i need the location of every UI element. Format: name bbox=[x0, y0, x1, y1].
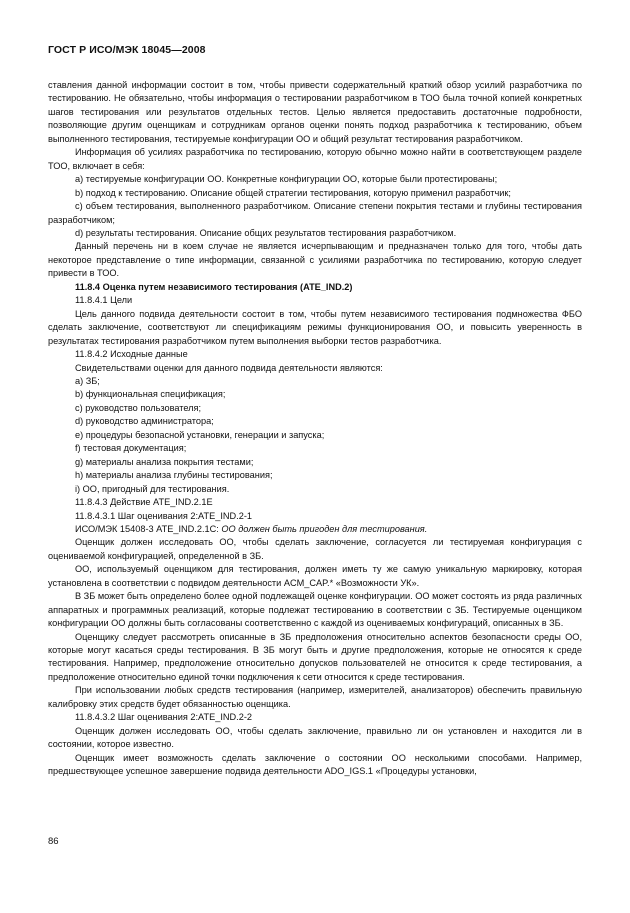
list-item: e) процедуры безопасной установки, генерации и запуска; bbox=[75, 429, 325, 440]
list-item-b: b) подход к тестированию. Описание общей стратегии тестирования, которую применил разработчик; bbox=[75, 187, 511, 198]
list-item-c: c) объем тестирования, выполненного разработчиком. Описание степени покрытия тестами и глубины тестирования разработчиком; bbox=[48, 201, 582, 225]
paragraph: В ЗБ может быть определено более одной подлежащей оценке конфигурации. ОО может состоять из ряда различных аппаратных и программных реализаций, которые подлежат тестированию в соответствии с ЗБ. Тестируемые оценщиком конфигурации ОО должны быть согласованы соответственно с каждой из оцениваемых конфигураций, описанных в ЗБ. bbox=[48, 591, 582, 629]
list-item: g) материалы анализа покрытия тестами; bbox=[75, 456, 254, 467]
list-item: i) ОО, пригодный для тестирования. bbox=[75, 483, 230, 494]
list-item: h) материалы анализа глубины тестирования; bbox=[75, 470, 273, 481]
list-item: a) ЗБ; bbox=[75, 375, 100, 386]
list-item-a: a) тестируемые конфигурации ОО. Конкретные конфигурации ОО, которые были протестированы; bbox=[75, 174, 498, 185]
paragraph: При использовании любых средств тестирования (например, измерителей, анализаторов) обеспечить правильную калибровку этих средств будет обязанностью оценщика. bbox=[48, 685, 582, 709]
list-item: c) руководство пользователя; bbox=[75, 402, 202, 413]
subsection-heading: 11.8.4.1 Цели bbox=[75, 295, 133, 306]
subsection-heading: 11.8.4.3 Действие ATE_IND.2.1E bbox=[75, 497, 213, 508]
paragraph: Информация об усилиях разработчика по тестированию, которую обычно можно найти в соответствующем разделе ТОО, включает в себя: bbox=[48, 147, 582, 171]
subsection-heading: 11.8.4.2 Исходные данные bbox=[75, 349, 188, 360]
requirement-text: ОО должен быть пригоден для тестирования. bbox=[221, 523, 428, 534]
list-item: f) тестовая документация; bbox=[75, 443, 187, 454]
document-header: ГОСТ Р ИСО/МЭК 18045—2008 bbox=[48, 44, 206, 56]
list-item: d) руководство администратора; bbox=[75, 416, 214, 427]
paragraph: Оценщик должен исследовать ОО, чтобы сделать заключение, правильно ли он установлен и находится ли в состоянии, которое известно. bbox=[48, 725, 582, 750]
list-item-d: d) результаты тестирования. Описание общих результатов тестирования разработчиком. bbox=[75, 227, 457, 238]
paragraph: Данный перечень ни в коем случае не является исчерпывающим и предназначен только для того, чтобы дать некоторое представление о типе информации, связанной с усилиями разработчика по тестированию, которую следует привести в ТОО. bbox=[48, 241, 582, 279]
requirement-id: ИСО/МЭК 15408-3 ATE_IND.2.1C: bbox=[75, 523, 222, 534]
paragraph: Свидетельствами оценки для данного подвида деятельности являются: bbox=[75, 362, 383, 373]
paragraph: Цель данного подвида деятельности состоит в том, чтобы путем независимого тестирования подмножества ФБО сделать заключение, соответствуют ли спецификациям режимы функционирования ОО, и повысить уверенность в результатах тестирования разработчиком путем выполнения выборки тестов разработчика. bbox=[48, 308, 582, 346]
requirement-reference bbox=[48, 523, 582, 536]
paragraph: Оценщик имеет возможность сделать заключение о состоянии ОО несколькими способами. Например, предшествующее успешное завершение подвида деятельности ADO_IGS.1 «Процедуры установки, bbox=[48, 752, 582, 777]
subsection-heading: 11.8.4.3.2 Шаг оценивания 2:ATE_IND.2-2 bbox=[75, 712, 252, 723]
paragraph: ОО, используемый оценщиком для тестирования, должен иметь ту же самую уникальную маркировку, которая установлена в соответствии с подвидом деятельности ACM_CAP.* «Возможности УК». bbox=[48, 564, 582, 588]
section-heading: 11.8.4 Оценка путем независимого тестирования (ATE_IND.2) bbox=[75, 281, 353, 292]
paragraph: Оценщик должен исследовать ОО, чтобы сделать заключение, согласуется ли тестируемая конфигурация с оцениваемой конфигурацией, определенной в ЗБ. bbox=[48, 537, 582, 561]
page-number: 86 bbox=[48, 836, 59, 847]
paragraph-continuation: ставления данной информации состоит в том, чтобы привести содержательный краткий обзор усилий разработчика по тестированию. Не обязательно, чтобы информация о тестировании разработчиком в ТОО была точной копией конкретных шагов тестирования или результатов отдельных тестов. Целью является предоставить достаточные подробности, позволяющие другим оценщикам и сотрудникам органов оценки понять подход разработчика к тестированию, объем выполненного тестирования, тестируемые конфигурации ОО и общий результат тестирования разработчиком. bbox=[48, 80, 582, 144]
paragraph: Оценщику следует рассмотреть описанные в ЗБ предположения относительно аспектов безопасности среды ОО, которые могут касаться среды тестирования. В ЗБ могут быть и другие предположения, которые не относятся к среде тестирования. Например, предположение относительно допусков пользователей не относится к среде тестирования, а предположение относительно единой точки подключения к сети относится к среде тестирования. bbox=[48, 631, 582, 682]
list-item: b) функциональная спецификация; bbox=[75, 389, 226, 400]
page-body bbox=[48, 79, 582, 779]
subsection-heading: 11.8.4.3.1 Шаг оценивания 2:ATE_IND.2-1 bbox=[75, 510, 252, 521]
